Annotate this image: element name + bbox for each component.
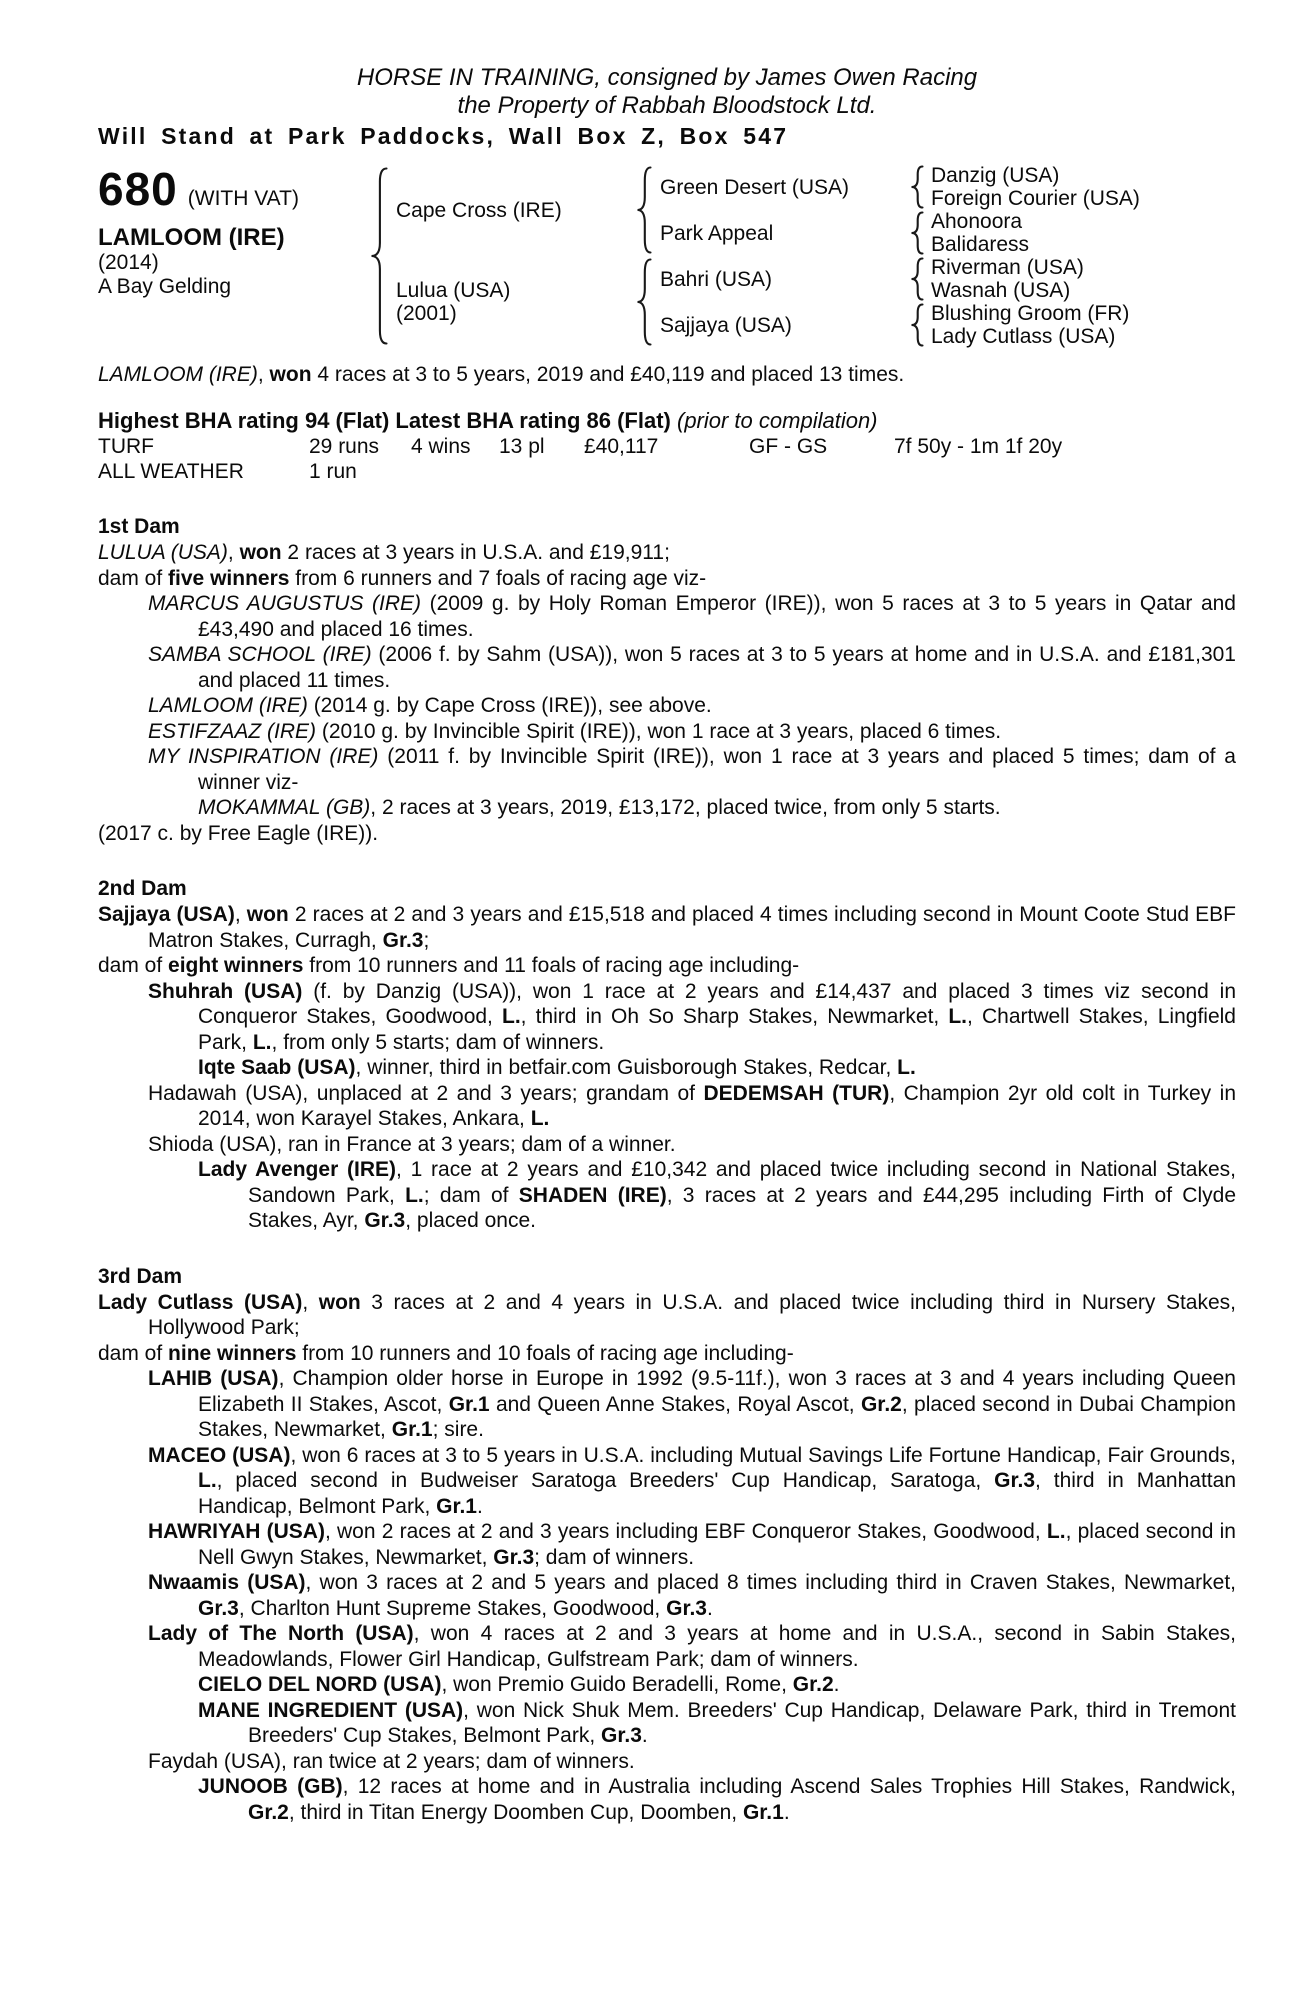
text-run: , xyxy=(302,1290,319,1314)
text-run: Shioda (USA), ran in France at 3 years; dam of a winner. xyxy=(148,1132,676,1156)
text-run: , xyxy=(227,541,240,564)
text-run: , won 2 races at 2 and 3 years including EBF Conqueror Stakes, Goodwood, xyxy=(324,1520,1047,1543)
pedigree-generation-2 xyxy=(652,256,1129,348)
text-run: Gr.3 xyxy=(382,928,424,952)
great-grandparent-name: Riverman (USA) xyxy=(931,256,1084,279)
pedigree-brace-icon xyxy=(370,167,388,345)
lot-number: 680 xyxy=(98,163,178,215)
bha-rating-heading xyxy=(98,408,1236,434)
race-record-summary xyxy=(98,362,1236,388)
pedigree-paragraph xyxy=(98,953,1236,979)
text-run: nine winners xyxy=(168,1341,297,1365)
text-run: . xyxy=(641,1724,648,1747)
pedigree-paragraph xyxy=(98,1519,1236,1570)
text-run: dam of xyxy=(98,954,169,977)
pedigree-generation-3 xyxy=(924,164,1140,210)
pedigree-brace-icon xyxy=(636,258,652,346)
sire-name-line: Cape Cross (IRE) xyxy=(396,198,562,222)
text-run: L. xyxy=(1046,1520,1066,1543)
bha-rating-values: Highest BHA rating 94 (Flat) Latest BHA rating 86 (Flat) xyxy=(98,408,671,433)
text-run: , Champion older horse in Europe in 1992 (9.5-11f.), won 3 races at 3 and 4 years including Queen Elizabeth II Stakes, Ascot, xyxy=(198,1367,1236,1416)
pedigree-paragraph xyxy=(98,1132,1236,1158)
text-run: , third in Oh So Sharp Stakes, Newmarket, xyxy=(520,1005,949,1028)
text-run: 4 races at 3 to 5 years, 2019 and £40,119 and placed 13 times. xyxy=(311,363,905,386)
section-title: 1st Dam xyxy=(98,515,180,538)
text-run: (2017 c. by Free Eagle (IRE)). xyxy=(98,821,379,845)
text-run: won xyxy=(246,903,289,926)
pedigree-paragraph xyxy=(98,1443,1236,1520)
ratings-cell: GF - GS xyxy=(749,435,828,458)
text-run: L. xyxy=(252,1030,272,1054)
text-run: SHADEN (IRE) xyxy=(518,1183,667,1207)
horse-name: LAMLOOM (IRE) xyxy=(98,224,285,251)
text-run: , third in Manhattan Handicap, Belmont Park, xyxy=(198,1469,1236,1518)
pedigree-brace-icon xyxy=(910,303,924,347)
pedigree-quarter xyxy=(652,302,1129,348)
text-run: won xyxy=(318,1290,361,1314)
text-run: Gr.3 xyxy=(198,1596,239,1620)
text-run: LAMLOOM (IRE) xyxy=(148,694,308,717)
text-run: , Champion 2yr old colt in Turkey in 2014, won Karayel Stakes, Ankara, xyxy=(198,1081,1236,1130)
pedigree-paragraph xyxy=(98,1570,1236,1621)
ratings-cell: 1 run xyxy=(309,460,357,483)
text-run: , 3 races at 2 years and £44,295 including Firth of Clyde Stakes, Ayr, xyxy=(248,1183,1236,1232)
consignor-line: HORSE IN TRAINING, consigned by James Owen Racing xyxy=(356,64,978,91)
pedigree-quarter xyxy=(652,210,1140,256)
great-grandparent-name: Blushing Groom (FR) xyxy=(931,302,1130,325)
pedigree-paragraph xyxy=(98,1621,1236,1672)
ratings-cell: 29 runs xyxy=(309,435,380,458)
pedigree-brace-icon xyxy=(910,165,924,209)
text-run: (f. by Danzig (USA)), won 1 race at 2 years and £14,437 and placed 3 times viz second in Conqueror Stakes, Goodwood, xyxy=(198,979,1236,1028)
ratings-cell: 4 wins xyxy=(411,435,471,458)
ratings-cell xyxy=(894,459,1236,484)
text-run: SAMBA SCHOOL (IRE) xyxy=(148,643,372,666)
pedigree-paragraph xyxy=(98,566,1236,592)
pedigree-paragraph xyxy=(98,979,1236,1056)
great-grandparent-name: Wasnah (USA) xyxy=(931,279,1071,302)
text-run: , winner, third in betfair.com Guisborough Stakes, Redcar, xyxy=(355,1056,898,1079)
text-run: , placed once. xyxy=(405,1209,536,1232)
pedigree-paragraph xyxy=(98,1774,1236,1825)
text-run: , won Nick Shuk Mem. Breeders' Cup Handicap, Delaware Park, third in Tremont Breeders' Cup Stakes, Belmont Park, xyxy=(248,1698,1236,1747)
great-grandparent-name: Foreign Courier (USA) xyxy=(931,187,1140,210)
text-run: dam of xyxy=(98,566,169,590)
text-run: Gr.3 xyxy=(994,1469,1036,1492)
text-run: Gr.3 xyxy=(493,1545,535,1569)
text-run: Shuhrah (USA) xyxy=(148,979,303,1003)
foaling-year: (2014) xyxy=(98,251,159,274)
pedigree-generation-3 xyxy=(924,256,1084,302)
text-run: , xyxy=(234,903,247,926)
text-run: L. xyxy=(502,1005,521,1028)
text-run: Gr.3 xyxy=(601,1724,642,1747)
pedigree-paragraph xyxy=(98,795,1236,821)
pedigree-paragraph xyxy=(98,1672,1236,1698)
dam-name xyxy=(388,279,636,325)
text-run: Gr.2 xyxy=(860,1392,902,1416)
pedigree-paragraph xyxy=(98,1290,1236,1341)
ratings-block xyxy=(98,408,1236,484)
section-title: 3rd Dam xyxy=(98,1264,183,1288)
pedigree-paragraph xyxy=(98,902,1236,953)
text-run: . xyxy=(477,1494,483,1518)
pedigree-paragraph xyxy=(98,821,1236,847)
text-run: CIELO DEL NORD (USA) xyxy=(198,1673,442,1696)
text-run: 2 races at 3 years in U.S.A. and £19,911; xyxy=(281,541,670,564)
stand-location-line: Will Stand at Park Paddocks, Wall Box Z, Box 547 xyxy=(98,123,789,149)
text-run: ; dam of xyxy=(423,1183,519,1207)
text-run: dam of xyxy=(98,1341,169,1365)
text-run: L. xyxy=(897,1056,916,1079)
vat-note: (WITH VAT) xyxy=(187,187,299,210)
ratings-cell: 7f 50y - 1m 1f 20y xyxy=(894,435,1063,458)
text-run: ESTIFZAAZ (IRE) xyxy=(148,719,316,743)
text-run: MACEO (USA) xyxy=(148,1443,291,1467)
pedigree-paragraph xyxy=(98,1157,1236,1234)
text-run: MARCUS AUGUSTUS (IRE) xyxy=(148,592,422,615)
text-run: 3 races at 2 and 4 years in U.S.A. and placed twice including third in Nursery Stakes, Hollywood Park; xyxy=(148,1290,1237,1339)
dam-name-line: Lulua (USA) xyxy=(396,279,511,302)
text-run: JUNOOB (GB) xyxy=(198,1775,343,1798)
pedigree-half-sire xyxy=(388,164,1140,256)
text-run: , won 4 races at 2 and 3 years at home and in U.S.A., second in Sabin Stakes, Meadowlands, Flower Girl Handicap, Gulfstream Park; dam of winners. xyxy=(198,1622,1236,1671)
ratings-table xyxy=(98,434,1236,484)
text-run: Hadawah (USA), unplaced at 2 and 3 years; grandam of xyxy=(148,1081,704,1105)
ratings-cell: ALL WEATHER xyxy=(98,460,244,483)
pedigree-paragraph xyxy=(98,744,1236,795)
text-run: L. xyxy=(198,1469,217,1492)
great-grandparent-name: Lady Cutlass (USA) xyxy=(931,325,1116,348)
text-run: from 10 runners and 11 foals of racing age including- xyxy=(303,954,800,977)
text-run: from 6 runners and 7 foals of racing age viz- xyxy=(289,566,707,590)
text-run: Faydah (USA), ran twice at 2 years; dam of winners. xyxy=(148,1749,635,1773)
text-run: (2010 g. by Invincible Spirit (IRE)), won 1 race at 3 years, placed 6 times. xyxy=(316,719,1002,743)
pedigree-paragraph xyxy=(98,719,1236,745)
text-run: , Charlton Hunt Supreme Stakes, Goodwood, xyxy=(238,1596,667,1620)
text-run: Gr.2 xyxy=(248,1800,289,1824)
text-run: Gr.3 xyxy=(666,1596,707,1620)
grandparent-name: Park Appeal xyxy=(660,221,774,245)
text-run: , third in Titan Energy Doomben Cup, Doomben, xyxy=(288,1800,743,1824)
text-run: , 2 races at 3 years, 2019, £13,172, placed twice, from only 5 starts. xyxy=(370,796,1001,819)
text-run: Gr.3 xyxy=(364,1209,406,1232)
text-run: (2011 f. by Invincible Spirit (IRE)), won 1 race at 3 years and placed 5 times; dam of a winner viz- xyxy=(198,745,1236,794)
text-run: . xyxy=(706,1596,713,1620)
text-run: Gr.2 xyxy=(792,1673,834,1696)
grandparent-name: Bahri (USA) xyxy=(660,267,773,291)
text-run: (2006 f. by Sahm (USA)), won 5 races at 3 to 5 years at home and in U.S.A. and £181,301 and placed 11 times. xyxy=(198,643,1236,692)
text-run: , placed second in Budweiser Saratoga Breeders' Cup Handicap, Saratoga, xyxy=(216,1469,995,1492)
text-run: L. xyxy=(948,1005,968,1028)
text-run: and Queen Anne Stakes, Royal Ascot, xyxy=(489,1392,861,1416)
text-run: ; xyxy=(423,928,430,952)
pedigree-paragraph xyxy=(98,1081,1236,1132)
section-title: 2nd Dam xyxy=(98,877,187,900)
lot-info xyxy=(98,164,370,299)
text-run: . xyxy=(833,1673,840,1696)
catalogue-header xyxy=(98,64,1236,120)
text-run: , 12 races at home and in Australia including Ascend Sales Trophies Hill Stakes, Randwick, xyxy=(342,1775,1236,1798)
text-run: , Chartwell Stakes, Lingfield Park, xyxy=(198,1005,1236,1054)
text-run: . xyxy=(783,1800,790,1824)
pedigree-paragraph xyxy=(98,693,1236,719)
text-run: Nwaamis (USA) xyxy=(148,1571,306,1594)
text-run: Gr.1 xyxy=(391,1418,433,1441)
text-run: (2009 g. by Holy Roman Emperor (IRE)), won 5 races at 3 to 5 years in Qatar and £43,490 and placed 16 times. xyxy=(198,592,1236,641)
ratings-cell xyxy=(411,459,499,484)
owner-line: the Property of Rabbah Bloodstock Ltd. xyxy=(457,92,877,119)
text-run: L. xyxy=(530,1107,550,1130)
text-run: LULUA (USA) xyxy=(98,541,228,564)
text-run: Iqte Saab (USA) xyxy=(198,1056,356,1079)
pedigree-tree xyxy=(98,164,1236,348)
text-run: from 10 runners and 10 foals of racing age including- xyxy=(296,1341,794,1365)
grandparent-name: Green Desert (USA) xyxy=(660,175,850,199)
ratings-cell: TURF xyxy=(98,435,154,458)
pedigree-brace-icon xyxy=(910,257,924,301)
pedigree-quarter xyxy=(652,164,1140,210)
text-run: won xyxy=(239,541,282,564)
text-run: Gr.1 xyxy=(436,1494,477,1518)
text-run: LAMLOOM (IRE) xyxy=(98,363,258,386)
text-run: Sajjaya (USA) xyxy=(98,903,235,926)
text-run: ; sire. xyxy=(432,1418,484,1441)
text-run: Lady Avenger (IRE) xyxy=(198,1158,396,1181)
pedigree-generation-2 xyxy=(652,164,1140,256)
ratings-cell xyxy=(499,459,584,484)
ratings-row xyxy=(98,459,1236,484)
pedigree-paragraph xyxy=(98,1341,1236,1367)
text-run: L. xyxy=(405,1183,424,1207)
dam-sections xyxy=(98,514,1236,1825)
pedigree-generation-1 xyxy=(388,164,1140,348)
text-run: , placed second in Dubai Champion Stakes, Newmarket, xyxy=(198,1392,1236,1441)
text-run: Gr.1 xyxy=(742,1800,784,1824)
pedigree-paragraph xyxy=(98,540,1236,566)
text-run: 2 races at 2 and 3 years and £15,518 and placed 4 times including second in Mount Coote Stud EBF Matron Stakes, Curragh, xyxy=(148,903,1236,952)
text-run: DEDEMSAH (TUR) xyxy=(703,1081,890,1105)
great-grandparent-name: Danzig (USA) xyxy=(931,164,1060,187)
pedigree-paragraph xyxy=(98,1055,1236,1081)
text-run: Gr.1 xyxy=(448,1392,490,1416)
dam-year-line: (2001) xyxy=(396,302,457,325)
text-run: HAWRIYAH (USA) xyxy=(148,1520,325,1543)
pedigree-generation-3 xyxy=(924,302,1129,348)
text-run: MY INSPIRATION (IRE) xyxy=(148,745,379,768)
text-run: , won 3 races at 2 and 5 years and placed 8 times including third in Craven Stakes, Newmarket, xyxy=(305,1571,1236,1594)
pedigree-paragraph xyxy=(98,1366,1236,1443)
text-run: , 1 race at 2 years and £10,342 and placed twice including second in National Stakes, Sandown Park, xyxy=(248,1158,1236,1207)
text-run: (2014 g. by Cape Cross (IRE)), see above. xyxy=(307,694,712,717)
ratings-row xyxy=(98,434,1236,459)
pedigree-paragraph xyxy=(98,642,1236,693)
text-run: MOKAMMAL (GB) xyxy=(198,796,371,819)
lot-number-row xyxy=(98,163,370,215)
text-run: Lady Cutlass (USA) xyxy=(98,1290,303,1314)
text-run: Lady of The North (USA) xyxy=(148,1622,414,1645)
ratings-cell xyxy=(749,459,894,484)
pedigree-paragraph xyxy=(98,1698,1236,1749)
text-run: MANE INGREDIENT (USA) xyxy=(198,1698,464,1722)
ratings-cell xyxy=(584,459,749,484)
ratings-cell: 13 pl xyxy=(499,435,545,458)
pedigree-brace-icon xyxy=(910,211,924,255)
pedigree-paragraph xyxy=(98,1749,1236,1775)
text-run: eight winners xyxy=(168,954,304,977)
pedigree-half-dam xyxy=(388,256,1140,348)
pedigree-paragraph xyxy=(98,591,1236,642)
text-run: , won 6 races at 3 to 5 years in U.S.A. including Mutual Savings Life Fortune Handicap, Fair Grounds, xyxy=(290,1443,1236,1467)
pedigree-generation-3 xyxy=(924,210,1029,256)
text-run: , xyxy=(257,363,270,386)
text-run: , from only 5 starts; dam of winners. xyxy=(271,1030,605,1054)
great-grandparent-name: Ahonoora xyxy=(931,210,1023,233)
text-run: LAHIB (USA) xyxy=(148,1367,279,1390)
pedigree-quarter xyxy=(652,256,1129,302)
text-run: , placed second in Nell Gwyn Stakes, Newmarket, xyxy=(198,1520,1236,1569)
text-run: , won Premio Guido Beradelli, Rome, xyxy=(441,1673,793,1696)
text-run: won xyxy=(269,363,312,386)
great-grandparent-name: Balidaress xyxy=(931,233,1030,256)
pedigree-brace-icon xyxy=(636,166,652,254)
bha-rating-note: (prior to compilation) xyxy=(670,408,878,433)
sire-name xyxy=(388,199,636,222)
text-run: ; dam of winners. xyxy=(534,1545,695,1569)
grandparent-name: Sajjaya (USA) xyxy=(660,313,792,337)
ratings-cell: £40,117 xyxy=(584,435,659,458)
horse-description: A Bay Gelding xyxy=(98,275,232,298)
text-run: five winners xyxy=(168,566,290,590)
